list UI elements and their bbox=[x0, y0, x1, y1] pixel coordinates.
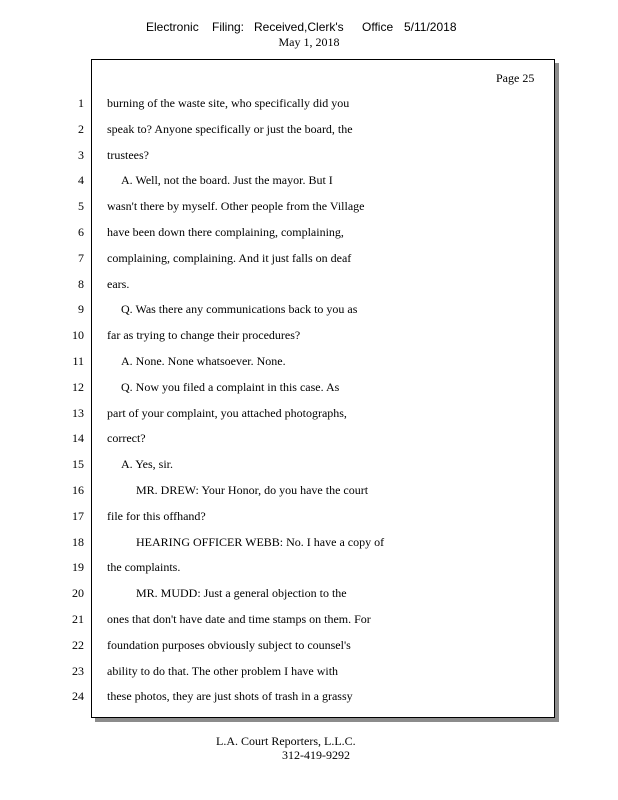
transcript-line: ones that don't have date and time stamps on them. For bbox=[107, 611, 371, 626]
line-number-column bbox=[60, 93, 84, 712]
transcript-line: A. Yes, sir. bbox=[121, 457, 174, 472]
line-number: 21 bbox=[72, 611, 84, 626]
line-number: 10 bbox=[72, 328, 84, 343]
line-number: 2 bbox=[78, 121, 84, 136]
transcript-line: complaining, complaining. And it just falls on deaf bbox=[107, 250, 352, 265]
line-number: 6 bbox=[78, 224, 84, 239]
transcript-line: wasn't there by myself. Other people from the Village bbox=[107, 199, 365, 214]
line-number: 11 bbox=[72, 353, 84, 368]
line-number: 24 bbox=[72, 689, 84, 704]
transcript-line: A. Well, not the board. Just the mayor. But I bbox=[121, 173, 333, 188]
line-number: 22 bbox=[72, 637, 84, 652]
filing-stamp-word: Filing: bbox=[212, 20, 245, 34]
transcript-line: have been down there complaining, complaining, bbox=[107, 224, 344, 239]
line-number: 3 bbox=[78, 147, 84, 162]
line-number: 18 bbox=[72, 534, 84, 549]
line-number: 16 bbox=[72, 482, 84, 497]
line-number: 4 bbox=[78, 173, 84, 188]
transcript-date: May 1, 2018 bbox=[278, 35, 340, 49]
transcript-line: far as trying to change their procedures? bbox=[107, 328, 301, 343]
line-number: 9 bbox=[78, 302, 84, 317]
line-number: 1 bbox=[78, 96, 84, 110]
line-number: 7 bbox=[78, 250, 84, 265]
page-number: Page 25 bbox=[496, 71, 535, 85]
filing-stamp-word: Electronic bbox=[146, 20, 199, 34]
line-number: 8 bbox=[78, 276, 84, 291]
transcript-line: ears. bbox=[107, 276, 130, 291]
filing-stamp bbox=[0, 20, 618, 36]
transcript-line: speak to? Anyone specifically or just the board, the bbox=[107, 121, 353, 136]
line-number: 19 bbox=[72, 560, 84, 575]
transcript-line: A. None. None whatsoever. None. bbox=[121, 353, 286, 368]
line-number: 15 bbox=[72, 457, 84, 472]
transcript-line: these photos, they are just shots of trash in a grassy bbox=[107, 689, 353, 704]
line-number: 13 bbox=[72, 405, 84, 420]
transcript-line: foundation purposes obviously subject to counsel's bbox=[107, 637, 351, 652]
transcript-line: HEARING OFFICER WEBB: No. I have a copy of bbox=[136, 534, 385, 549]
transcript-line: Q. Was there any communications back to you as bbox=[121, 302, 358, 317]
transcript-line: burning of the waste site, who specifically did you bbox=[107, 96, 350, 110]
filing-stamp-word: Received,Clerk's bbox=[254, 20, 344, 34]
line-number: 14 bbox=[72, 431, 84, 446]
filing-stamp-word: Office bbox=[362, 20, 394, 34]
transcript-line: ability to do that. The other problem I have with bbox=[107, 663, 339, 678]
transcript-line: trustees? bbox=[107, 147, 149, 162]
line-number: 20 bbox=[72, 586, 84, 601]
line-number: 12 bbox=[72, 379, 84, 394]
reporter-phone: 312-419-9292 bbox=[282, 748, 350, 762]
transcript-line: MR. DREW: Your Honor, do you have the court bbox=[136, 482, 369, 497]
transcript-body bbox=[107, 93, 547, 712]
transcript-line: file for this offhand? bbox=[107, 508, 206, 523]
line-number: 5 bbox=[78, 199, 84, 214]
line-number: 23 bbox=[72, 663, 84, 678]
filing-stamp-date: 5/11/2018 bbox=[404, 20, 457, 34]
reporter-company: L.A. Court Reporters, L.L.C. bbox=[216, 734, 356, 748]
transcript-line: MR. MUDD: Just a general objection to the bbox=[136, 586, 347, 601]
line-number: 17 bbox=[72, 508, 84, 523]
transcript-line: part of your complaint, you attached photographs, bbox=[107, 405, 347, 420]
transcript-line: the complaints. bbox=[107, 560, 181, 575]
transcript-line: Q. Now you filed a complaint in this case. As bbox=[121, 379, 340, 394]
transcript-line: correct? bbox=[107, 431, 146, 446]
